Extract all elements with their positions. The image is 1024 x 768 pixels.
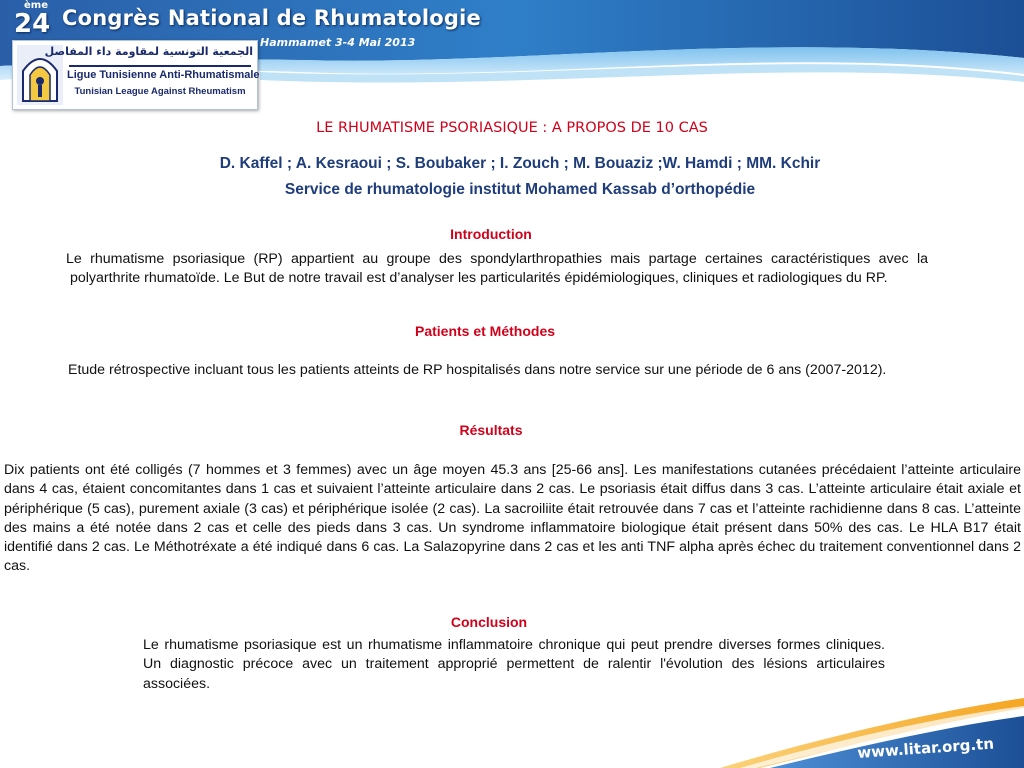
league-name-arabic: الجمعية التونسية لمقاومة داء المفاصل — [44, 45, 253, 58]
league-name-french: Ligue Tunisienne Anti-Rhumatismale — [67, 69, 260, 81]
congress-superscript: ème — [24, 0, 48, 11]
methods-text: Etude rétrospective incluant tous les patients atteints de RP hospitalisés dans notre service sur une période de 6 ans (2007-2012). — [68, 362, 887, 378]
congress-date: Hammamet 3-4 Mai 2013 — [260, 36, 416, 49]
conclusion-heading: Conclusion — [450, 614, 528, 630]
introduction-heading: Introduction — [450, 226, 532, 242]
service-line: Service de rhumatologie institut Mohamed Kassab d’orthopédie — [284, 181, 756, 198]
methods-heading: Patients et Méthodes — [414, 323, 556, 339]
website-link[interactable]: www.litar.org.tn — [856, 734, 995, 762]
congress-number: 24 — [14, 9, 51, 39]
league-divider — [69, 65, 251, 67]
authors-line: D. Kaffel ; A. Kesraoui ; S. Boubaker ; I. Zouch ; M. Bouaziz ;W. Hamdi ; MM. Kchir — [219, 155, 821, 172]
poster-title: LE RHUMATISME PSORIASIQUE : A PROPOS DE 10 CAS — [316, 120, 708, 136]
league-logo-box — [12, 40, 258, 110]
congress-title: Congrès National de Rhumatologie — [62, 6, 481, 30]
league-name-english: Tunisian League Against Rheumatism — [74, 86, 246, 97]
results-heading: Résultats — [459, 422, 523, 438]
results-text: Dix patients ont été colligés (7 hommes et 3 femmes) avec un âge moyen 45.3 ans [25-66 ans]. Les manifestations cutanées précédaient l’atteinte articulaire dans 4 cas, étaient concomitantes dans 1 cas et suivaient l’atteinte articulaire dans 2 cas. Le psoriasis était diffus dans 3 cas. L’atteinte articulaire était axiale et périphérique (5 cas), purement axiale (3 cas) et périphérique isolée (2 cas). La sacroiliite était retrouvée dans 7 cas et l’atteinte rachidienne dans 8 cas. L’atteinte des mains a été notée dans 2 cas et celle des pieds dans 3 cas. Un syndrome inflammatoire biologique était présent dans 50% des cas. Le HLA B17 était identifié dans 2 cas. Le Méthotréxate a été indiqué dans 6 cas. La Salazopyrine dans 2 cas et les anti TNF alpha après échec du traitement conventionnel dans 2 cas. — [4, 462, 1021, 575]
conclusion-text: Le rhumatisme psoriasique est un rhumatisme inflammatoire chronique qui peut prendre diverses formes cliniques. Un diagnostic précoce avec un traitement approprié permettent de ralentir l'évolution des lésions articulaires associées. — [143, 637, 885, 692]
introduction-text: Le rhumatisme psoriasique (RP) appartient au groupe des spondylarthropathies mais partage certaines caractéristiques avec la polyarthrite rhumatoïde. Le But de notre travail est d’analyser les particularités épidémiologiques, cliniques et radiologiques du RP. — [66, 251, 928, 287]
